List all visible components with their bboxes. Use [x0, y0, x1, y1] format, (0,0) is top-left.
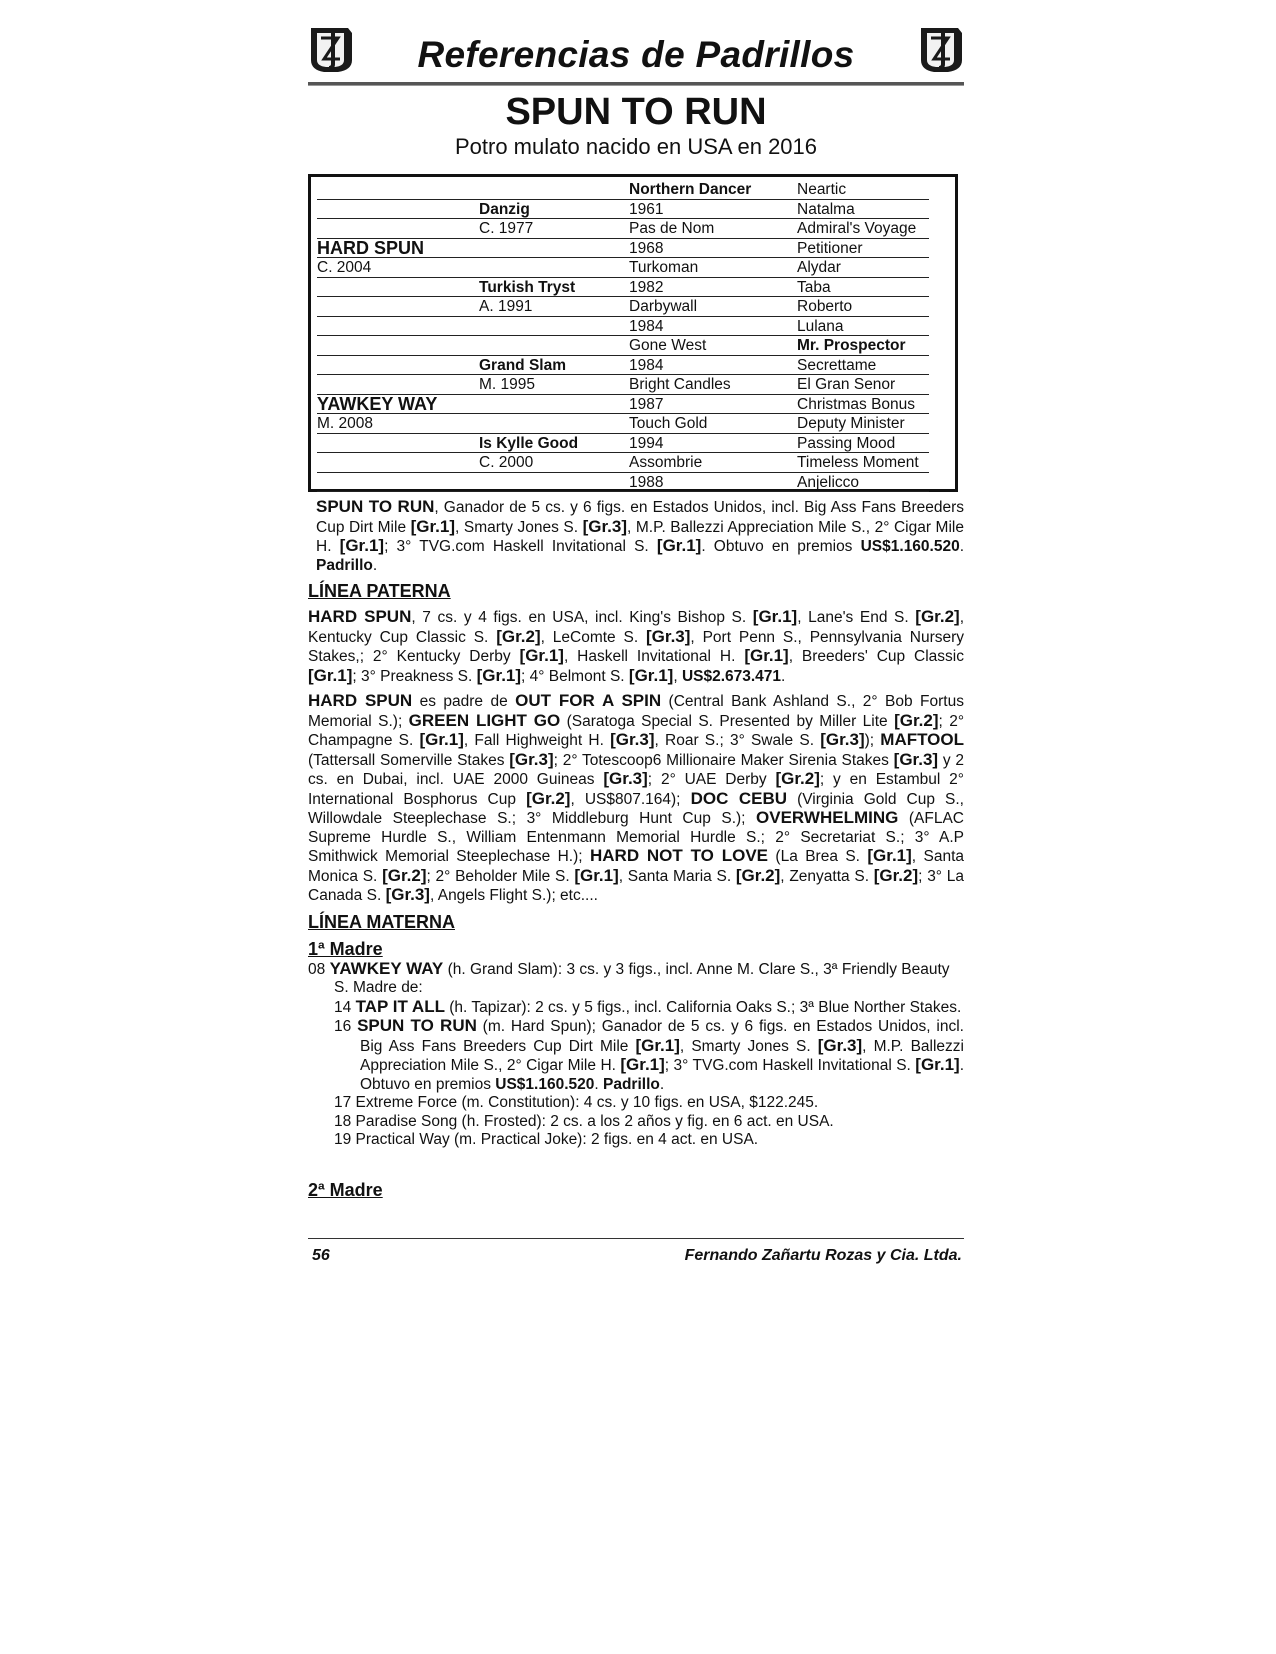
- page-number: 56: [312, 1247, 330, 1264]
- pedigree-cell: Northern Dancer: [629, 181, 752, 198]
- progeny-entry: 14 TAP IT ALL (h. Tapizar): 2 cs. y 5 figs., incl. California Oaks S.; 3ª Blue Norther Stakes.: [334, 996, 962, 1016]
- pedigree-row: [317, 356, 929, 376]
- pedigree-row: [317, 180, 929, 200]
- logo-icon: [918, 24, 964, 74]
- pedigree-cell: A. 1991: [479, 298, 533, 315]
- pedigree-cell: Assombrie: [629, 454, 703, 471]
- pedigree-cell: Passing Mood: [797, 434, 896, 452]
- pedigree-cell: Danzig: [479, 200, 530, 218]
- horse-description: Potro mulato nacido en USA en 2016: [454, 134, 818, 159]
- progeny-entry: 16 SPUN TO RUN (m. Hard Spun); Ganador de 5 cs. y 6 figs. en Estados Unidos, incl. Big Ass Fans Breeders Cup Dirt Mile [Gr.1], Smarty Jones S. [Gr.3], M.P. Ballezzi Appreciation Mile S., 2° Cigar Mile H. [Gr.1]; 3° TVG.com Haskell Invitational S. [Gr.1]. Obtuvo en premios US$1.160.520. Padrillo.: [334, 1016, 965, 1093]
- pedigree-cell: Is Kylle Good: [479, 434, 579, 452]
- pedigree-row: [317, 395, 929, 415]
- pedigree-cell: 1961: [629, 200, 664, 218]
- section-linea-paterna: LÍNEA PATERNA: [308, 581, 451, 601]
- pedigree-cell: HARD SPUN: [317, 237, 425, 258]
- pedigree-row: [317, 258, 929, 278]
- pedigree-cell: C. 2004: [317, 259, 372, 276]
- header-title: Referencias de Padrillos: [417, 34, 855, 75]
- pedigree-cell: Secrettame: [797, 356, 877, 374]
- progeny-entry: 17 Extreme Force (m. Constitution): 4 cs. y 10 figs. en USA, $122.245.: [334, 1094, 819, 1111]
- section-segunda-madre: 2ª Madre: [308, 1179, 383, 1200]
- pedigree-row: [317, 317, 929, 337]
- pedigree-row: [317, 239, 929, 259]
- page-header: [308, 18, 964, 80]
- pedigree-cell: Turkoman: [629, 259, 699, 276]
- progeny-entry: 18 Paradise Song (h. Frosted): 2 cs. a los 2 años y fig. en 6 act. en USA.: [334, 1112, 834, 1130]
- pedigree-cell: Natalma: [797, 200, 855, 218]
- pedigree-cell: Admiral's Voyage: [797, 220, 917, 237]
- hard-spun-progeny: HARD SPUN es padre de OUT FOR A SPIN (Central Bank Ashland S., 2° Bob Fortus Memorial S.); GREEN LIGHT GO (Saratoga Special S. Presented by Miller Lite [Gr.2]; 2° Champagne S. [Gr.1], Fall Highweight H. [Gr.3], Roar S.; 3° Swale S. [Gr.3]); MAFTOOL (Tattersall Somerville Stakes [Gr.3]; 2° Totescoop6 Millionaire Maker Sirenia Stakes [Gr.3] y 2 cs. en Dubai, incl. UAE 2000 Guineas [Gr.3]; 2° UAE Derby [Gr.2]; y en Estambul 2° International Bosphorus Cup [Gr.2], US$807.164); DOC CEBU (Virginia Gold Cup S., Willowdale Steeplechase S.; 3° Middleburg Hunt Cup S.); OVERWHELMING (AFLAC Supreme Hurdle S., William Entenmann Memorial Hurdle S.; 2° Secretariat S.; 3° A.P Smithwick Memorial Steeplechase H.); HARD NOT TO LOVE (La Brea S. [Gr.1], Santa Monica S. [Gr.2]; 2° Beholder Mile S. [Gr.1], Santa Maria S. [Gr.2], Zenyatta S. [Gr.2]; 3° La Canada S. [Gr.3], Angels Flight S.); etc....: [308, 691, 965, 904]
- header-rule: [308, 82, 964, 86]
- document-page: [308, 18, 964, 1201]
- pedigree-cell: YAWKEY WAY: [317, 393, 438, 414]
- dam-entry: 08 YAWKEY WAY (h. Grand Slam): 3 cs. y 3 figs., incl. Anne M. Clare S., 3ª Friendly Beauty S. Madre de:: [308, 958, 950, 996]
- section-linea-materna: LÍNEA MATERNA: [308, 911, 455, 932]
- pedigree-cell: 1968: [629, 239, 664, 257]
- pedigree-table: [308, 174, 958, 492]
- page-footer: [308, 1238, 964, 1264]
- pedigree-cell: Taba: [797, 278, 831, 296]
- pedigree-cell: C. 2000: [479, 454, 534, 471]
- hard-spun-record: HARD SPUN, 7 cs. y 4 figs. en USA, incl. King's Bishop S. [Gr.1], Lane's End S. [Gr.2], Kentucky Cup Classic S. [Gr.2], LeComte S. [Gr.3], Port Penn S., Pennsylvania Nursery Stakes,; 2° Kentucky Derby [Gr.1], Haskell Invitational H. [Gr.1], Breeders' Cup Classic [Gr.1]; 3° Preakness S. [Gr.1]; 4° Belmont S. [Gr.1], US$2.673.471.: [308, 607, 965, 685]
- pedigree-cell: Roberto: [797, 298, 853, 315]
- pedigree-cell: Pas de Nom: [629, 220, 715, 237]
- pedigree-cell: Mr. Prospector: [797, 337, 906, 354]
- pedigree-cell: Petitioner: [797, 239, 863, 257]
- pedigree-cell: Gone West: [629, 337, 707, 354]
- pedigree-cell: Deputy Minister: [797, 415, 905, 432]
- section-primera-madre: 1ª Madre: [308, 938, 383, 959]
- pedigree-row: [317, 434, 929, 454]
- pedigree-cell: Darbywall: [629, 298, 698, 315]
- pedigree-cell: 1994: [629, 434, 664, 452]
- pedigree-row: [317, 278, 929, 298]
- pedigree-cell: Alydar: [797, 259, 841, 276]
- progeny-entry: 19 Practical Way (m. Practical Joke): 2 figs. en 4 act. en USA.: [334, 1131, 759, 1148]
- footer-company: Fernando Zañartu Rozas y Cia. Ltda.: [684, 1247, 962, 1264]
- pedigree-row: [317, 414, 929, 434]
- pedigree-cell: 1984: [629, 317, 664, 335]
- horse-name: SPUN TO RUN: [505, 91, 767, 133]
- pedigree-cell: 1987: [629, 395, 664, 413]
- pedigree-row: [317, 200, 929, 220]
- pedigree-row: [317, 473, 929, 493]
- pedigree-cell: M. 1995: [479, 376, 536, 393]
- pedigree-row: [317, 219, 929, 239]
- pedigree-cell: Turkish Tryst: [479, 278, 576, 296]
- pedigree-cell: C. 1977: [479, 220, 534, 237]
- pedigree-cell: M. 2008: [317, 415, 374, 432]
- pedigree-row: [317, 453, 929, 473]
- pedigree-cell: Christmas Bonus: [797, 395, 916, 413]
- pedigree-cell: Bright Candles: [629, 376, 731, 393]
- pedigree-cell: 1984: [629, 356, 664, 374]
- pedigree-cell: Touch Gold: [629, 415, 708, 432]
- pedigree-row: [317, 297, 929, 317]
- intro-paragraph: SPUN TO RUN, Ganador de 5 cs. y 6 figs. en Estados Unidos, incl. Big Ass Fans Breeders Cup Dirt Mile [Gr.1], Smarty Jones S. [Gr.3], M.P. Ballezzi Appreciation Mile S., 2° Cigar Mile H. [Gr.1]; 3° TVG.com Haskell Invitational S. [Gr.1]. Obtuvo en premios US$1.160.520. Padrillo.: [316, 497, 965, 574]
- pedigree-cell: Lulana: [797, 317, 844, 335]
- pedigree-cell: Grand Slam: [479, 356, 566, 374]
- pedigree-cell: Anjelicco: [797, 473, 860, 491]
- pedigree-cell: Timeless Moment: [797, 454, 919, 471]
- pedigree-cell: Neartic: [797, 181, 847, 198]
- pedigree-cell: 1982: [629, 278, 664, 296]
- pedigree-cell: 1988: [629, 473, 664, 491]
- pedigree-row: [317, 336, 929, 356]
- pedigree-row: [317, 375, 929, 395]
- pedigree-cell: El Gran Senor: [797, 376, 896, 393]
